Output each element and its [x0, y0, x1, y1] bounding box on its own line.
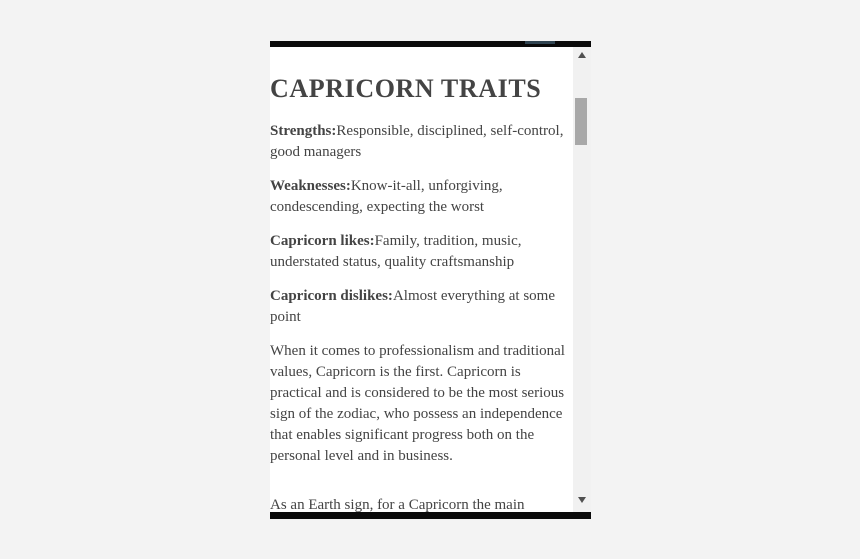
triangle-down-icon [573, 497, 591, 503]
likes-text: Family, tradition, music, understated status, quality craftsmanship [270, 233, 522, 270]
weaknesses-paragraph [270, 176, 573, 218]
page-title: CAPRICORN TRAITS [270, 74, 542, 103]
weaknesses-text: Know-it-all, unforgiving, condescending, expecting the worst [270, 178, 503, 215]
top-bar-edge [525, 41, 555, 44]
article-content [270, 47, 573, 512]
strengths-paragraph [270, 121, 573, 163]
dislikes-label: Capricorn dislikes: [270, 288, 393, 304]
content-frame [270, 41, 591, 519]
strengths-text: Responsible, disciplined, self-control, good managers [270, 123, 564, 160]
strengths-label: Strengths: [270, 123, 337, 139]
likes-paragraph [270, 231, 573, 273]
weaknesses-label: Weaknesses: [270, 178, 351, 194]
description-paragraph: When it comes to professionalism and traditional values, Capricorn is the first. Capricorn is practical and is considered to be the most serious sign of the zodiac, who possess an independence that enables significant progress both on the personal level and in business. [270, 343, 565, 464]
bottom-bar [270, 512, 591, 519]
scroll-up-button[interactable] [573, 49, 591, 63]
scroll-down-button[interactable] [573, 494, 591, 508]
dislikes-text: Almost everything at some point [270, 288, 555, 325]
cut-off-paragraph: As an Earth sign, for a Capricorn the main [270, 497, 525, 512]
likes-label: Capricorn likes: [270, 233, 375, 249]
scroll-thumb[interactable] [575, 98, 587, 145]
dislikes-paragraph [270, 286, 573, 328]
vertical-scrollbar[interactable] [573, 47, 591, 512]
triangle-up-icon [573, 52, 591, 58]
